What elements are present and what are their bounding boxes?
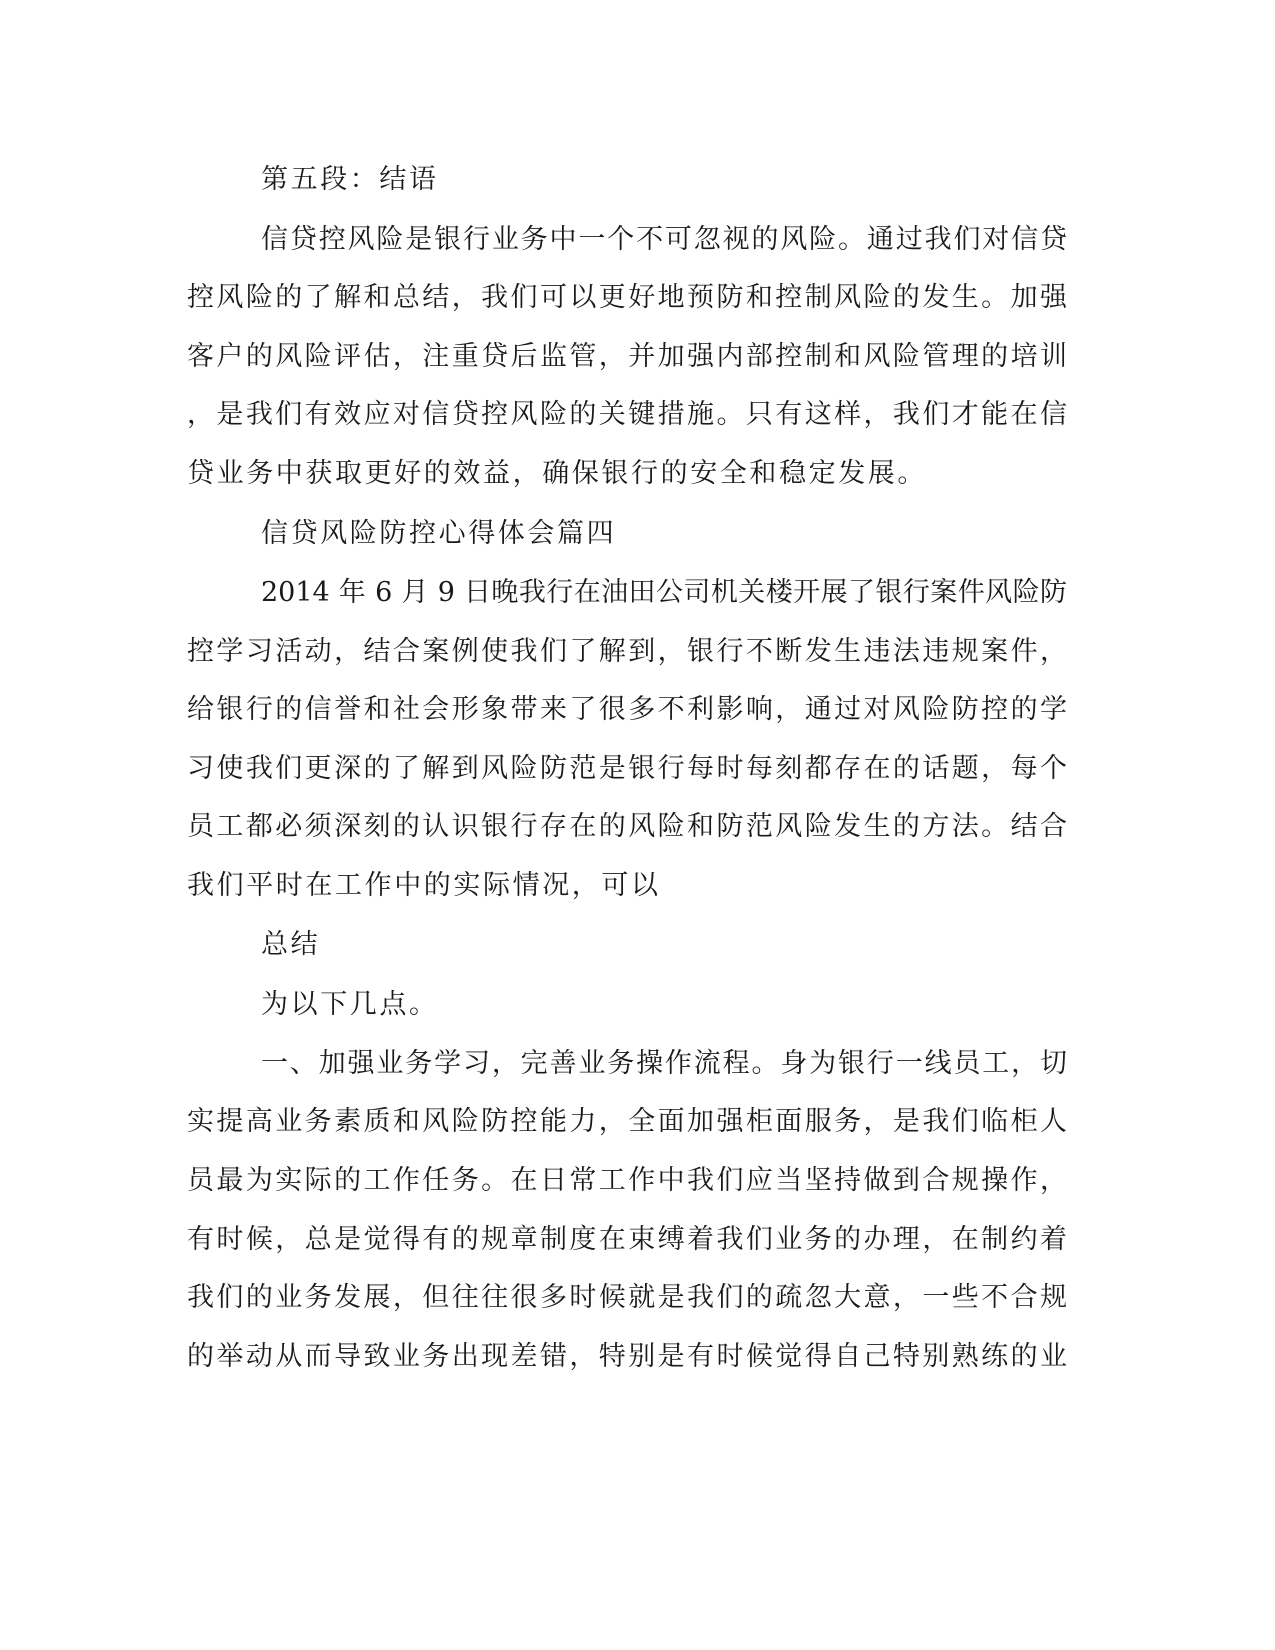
paragraph-line: 为以下几点。: [261, 989, 439, 1020]
paragraph-line: 信贷控风险是银行业务中一个不可忽视的风险。通过我们对信贷: [261, 224, 1067, 255]
paragraph-line: 客户的风险评估，注重贷后监管，并加强内部控制和风险管理的培训: [187, 341, 1067, 372]
paragraph-line: 的举动从而导致业务出现差错，特别是有时候觉得自己特别熟练的业: [187, 1341, 1067, 1372]
paragraph-line: 控学习活动，结合案例使我们了解到，银行不断发生违法违规案件，: [187, 636, 1067, 667]
paragraph-line: 我们的业务发展，但往往很多时候就是我们的疏忽大意，一些不合规: [187, 1282, 1067, 1313]
paragraph-line: 员工都必须深刻的认识银行存在的风险和防范风险发生的方法。结合: [187, 811, 1067, 842]
paragraph-line: 有时候，总是觉得有的规章制度在束缚着我们业务的办理，在制约着: [187, 1224, 1067, 1255]
paragraph-line: 给银行的信誉和社会形象带来了很多不利影响，通过对风险防控的学: [187, 694, 1067, 725]
paragraph-line: 总结: [261, 929, 321, 960]
paragraph-line: 习使我们更深的了解到风险防范是银行每时每刻都存在的话题，每个: [187, 753, 1067, 784]
section-heading: 信贷风险防控心得体会篇四: [261, 518, 617, 549]
paragraph-line: 控风险的了解和总结，我们可以更好地预防和控制风险的发生。加强: [187, 282, 1067, 313]
paragraph-line: 员最为实际的工作任务。在日常工作中我们应当坚持做到合规操作，: [187, 1165, 1067, 1196]
paragraph-line: 2014 年 6 月 9 日晚我行在油田公司机关楼开展了银行案件风险防: [261, 577, 1067, 608]
paragraph-line: ，是我们有效应对信贷控风险的关键措施。只有这样，我们才能在信: [187, 399, 1067, 430]
paragraph-line: 实提高业务素质和风险防控能力，全面加强柜面服务，是我们临柜人: [187, 1106, 1067, 1137]
paragraph-line: 贷业务中获取更好的效益，确保银行的安全和稳定发展。: [187, 458, 927, 489]
paragraph-line: 我们平时在工作中的实际情况，可以: [187, 870, 661, 901]
section-heading: 第五段：结语: [261, 164, 439, 195]
paragraph-line: 一、加强业务学习，完善业务操作流程。身为银行一线员工，切: [261, 1048, 1067, 1079]
